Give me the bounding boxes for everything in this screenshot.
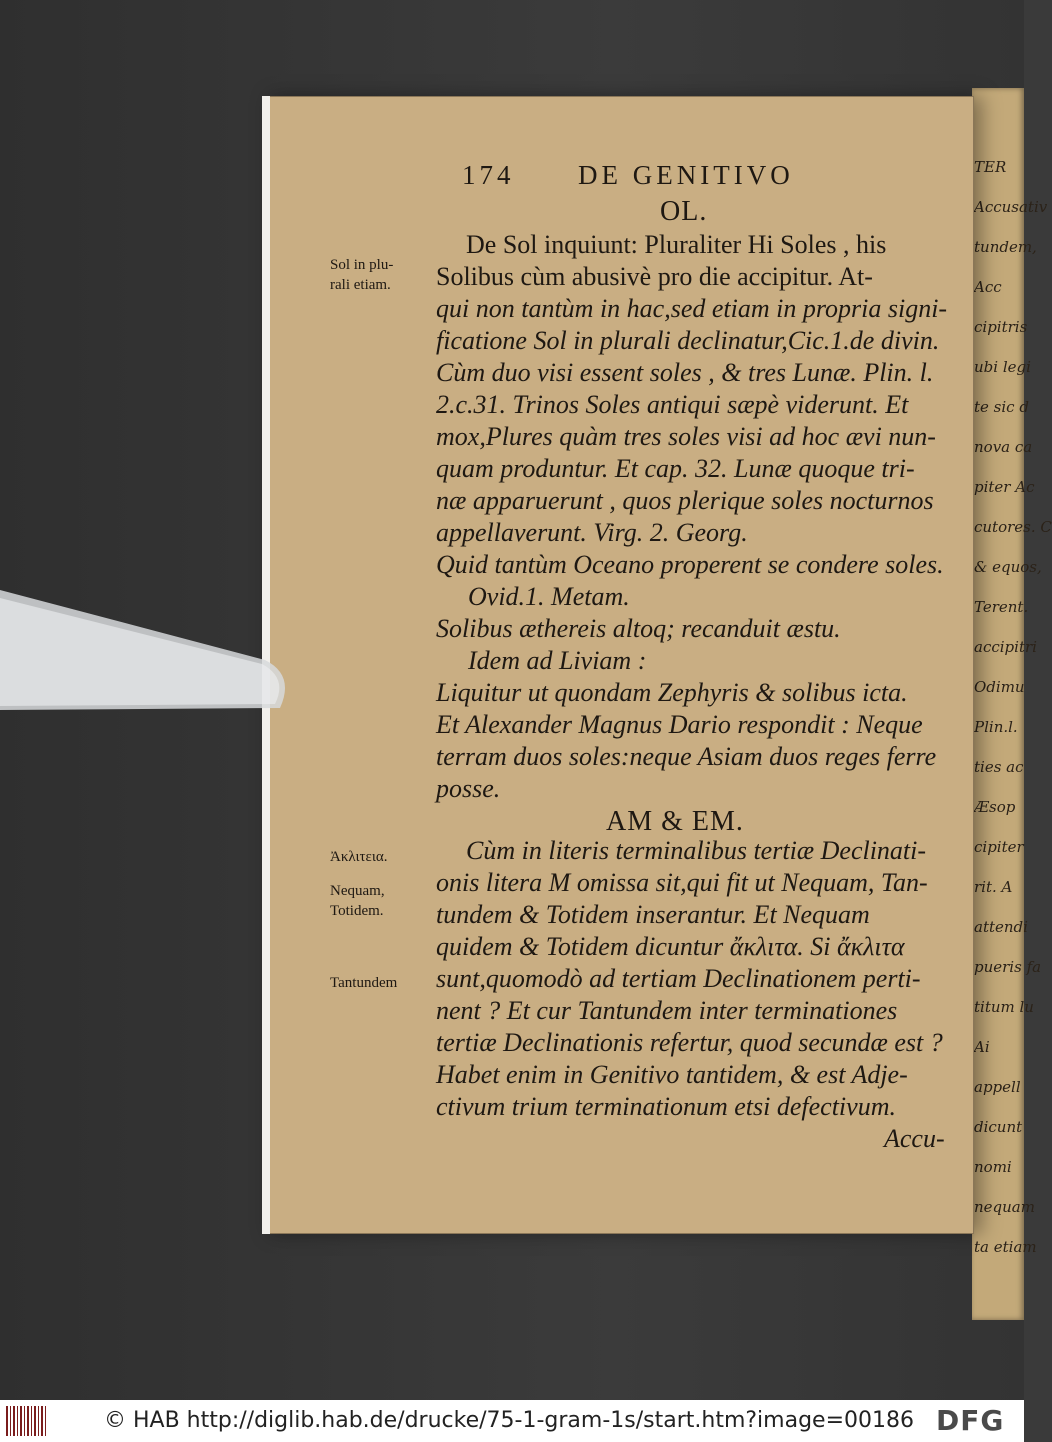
margin-note: Sol in plu- bbox=[330, 257, 394, 273]
running-head: DE GENITIVO bbox=[578, 160, 794, 190]
text-line: Accu- bbox=[884, 1124, 945, 1153]
facing-page-fragment: titum lu bbox=[974, 998, 1034, 1016]
text-line: quam produntur. Et cap. 32. Lunæ quoque tri- bbox=[436, 454, 915, 483]
facing-page-fragment: cipitris bbox=[974, 318, 1028, 336]
margin-note: rali etiam. bbox=[330, 277, 391, 293]
margin-note: Tantundem bbox=[330, 975, 398, 991]
text-line: Idem ad Liviam : bbox=[468, 646, 647, 675]
text-line: ficatione Sol in plurali declinatur,Cic.1.de divin. bbox=[436, 326, 940, 355]
facing-page-fragment: tundem, bbox=[974, 238, 1037, 256]
facing-page-fragment: Odimu bbox=[974, 678, 1025, 696]
library-barcode-icon bbox=[6, 1406, 46, 1436]
facing-page-fragment: te sic d bbox=[974, 398, 1029, 416]
facing-page-fragment: dicunt bbox=[974, 1118, 1023, 1136]
facing-page-fragment: attendi bbox=[974, 918, 1028, 936]
text-line: næ apparuerunt , quos plerique soles nocturnos bbox=[436, 486, 934, 515]
footer-bar bbox=[0, 1400, 1024, 1442]
facing-page-fragment: ubi legi bbox=[974, 358, 1031, 376]
text-line: Ovid.1. Metam. bbox=[468, 582, 630, 611]
copyright-link[interactable]: © HAB http://diglib.hab.de/drucke/75-1-gram-1s/start.htm?image=00186 bbox=[104, 1408, 914, 1433]
text-line: appellaverunt. Virg. 2. Georg. bbox=[436, 518, 748, 547]
text-line: onis litera M omissa sit,qui fit ut Nequam, Tan- bbox=[436, 868, 928, 897]
text-line: mox,Plures quàm tres soles visi ad hoc ævi nun- bbox=[436, 422, 936, 451]
facing-page-fragment: accipitri bbox=[974, 638, 1037, 656]
text-line: Quid tantùm Oceano properent se condere soles. bbox=[436, 550, 944, 579]
facing-page-fragment: rit. A bbox=[974, 878, 1013, 896]
facing-page-fragment: Æsop bbox=[974, 798, 1016, 816]
facing-page-fragment: nequam bbox=[974, 1198, 1035, 1216]
facing-page-fragment: Ai bbox=[974, 1038, 990, 1056]
margin-note: Totidem. bbox=[330, 903, 384, 919]
text-line: Habet enim in Genitivo tantidem, & est Adje- bbox=[436, 1060, 908, 1089]
text-line: posse. bbox=[436, 774, 501, 803]
section-heading-ol: OL. bbox=[660, 196, 708, 227]
facing-page-fragment: Plin.l. bbox=[974, 718, 1018, 736]
text-line: Solibus æthereis altoq; recanduit æstu. bbox=[436, 614, 841, 643]
facing-page-fragment: Terent. bbox=[974, 598, 1029, 616]
margin-note: Ἀκλιτεια. bbox=[330, 849, 388, 865]
text-line: Cùm duo visi essent soles , & tres Lunæ. Plin. l. bbox=[436, 358, 934, 387]
text-line: Et Alexander Magnus Dario respondit : Neque bbox=[436, 710, 923, 739]
facing-page-fragment: & equos, bbox=[974, 558, 1042, 576]
facing-page-fragment: cutores. C bbox=[974, 518, 1052, 536]
text-line: tundem & Totidem inserantur. Et Nequam bbox=[436, 900, 870, 929]
facing-page-fragment: ties ac bbox=[974, 758, 1024, 776]
text-line: quidem & Totidem dicuntur ἄκλιτα. Si ἄκλιτα bbox=[436, 932, 905, 961]
text-line: qui non tantùm in hac,sed etiam in propria signi- bbox=[436, 294, 948, 323]
facing-page-fragment: nomi bbox=[974, 1158, 1012, 1176]
facing-page-fragment: Acc bbox=[974, 278, 1002, 296]
page-number: 174 bbox=[462, 160, 515, 190]
text-line: ctivum trium terminationum etsi defectivum. bbox=[436, 1092, 896, 1121]
facing-page-fragment: Accusativ bbox=[974, 198, 1048, 216]
facing-page-fragment: appell bbox=[974, 1078, 1021, 1096]
text-line: 2.c.31. Trinos Soles antiqui sæpè viderunt. Et bbox=[436, 390, 909, 419]
text-line: De Sol inquiunt: Pluraliter Hi Soles , his bbox=[466, 230, 887, 259]
facing-page-fragment: TER bbox=[974, 158, 1007, 176]
facing-page-fragment: pueris fa bbox=[974, 958, 1042, 976]
facing-page-fragment: piter Ac bbox=[974, 478, 1035, 496]
facing-page-fragment: ta etiam bbox=[974, 1238, 1037, 1256]
text-line: terram duos soles:neque Asiam duos reges ferre bbox=[436, 742, 937, 771]
margin-note: Nequam, bbox=[330, 883, 385, 899]
text-line: Cùm in literis terminalibus tertiæ Declinati- bbox=[466, 836, 927, 865]
text-line: sunt,quomodò ad tertiam Declinationem perti- bbox=[436, 964, 921, 993]
facing-page-fragment: cipiter bbox=[974, 838, 1024, 856]
text-line: nent ? Et cur Tantundem inter terminationes bbox=[436, 996, 898, 1025]
text-line: Liquitur ut quondam Zephyris & solibus icta. bbox=[436, 678, 908, 707]
dfg-logo: DFG bbox=[936, 1404, 1005, 1437]
section-heading-am-em: AM & EM. bbox=[606, 806, 744, 837]
text-line: Solibus cùm abusivè pro die accipitur. At- bbox=[436, 262, 873, 291]
text-line: tertiæ Declinationis refertur, quod secundæ est ? bbox=[436, 1028, 943, 1057]
facing-page-fragment: nova ca bbox=[974, 438, 1033, 456]
